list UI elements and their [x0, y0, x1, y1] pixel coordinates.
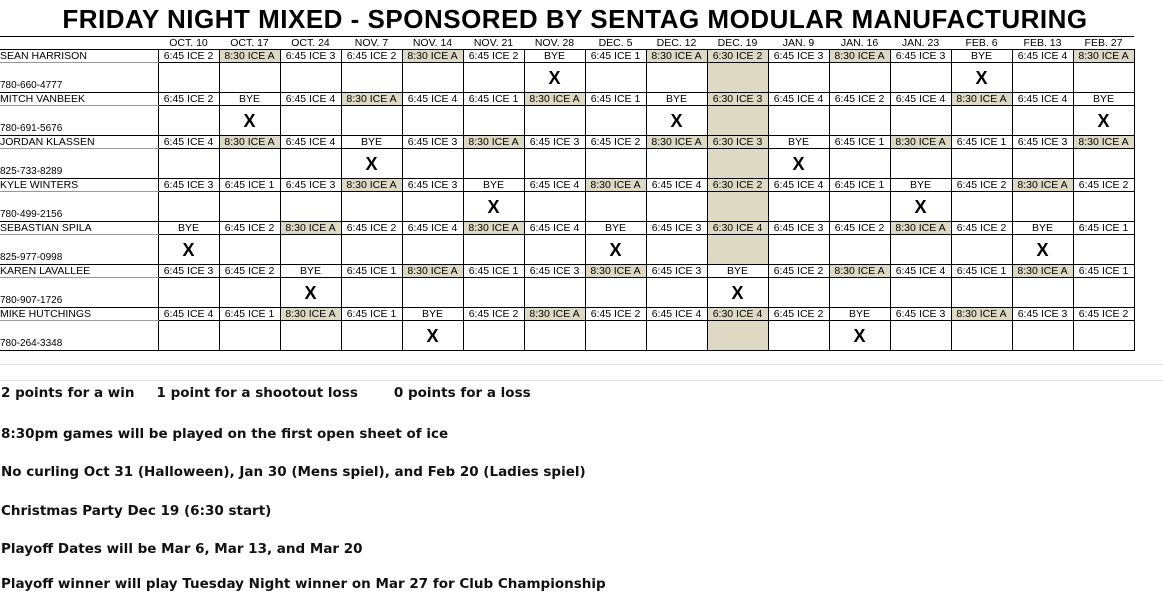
empty-cell: [402, 278, 463, 308]
team-name: SEBASTIAN SPILA: [0, 222, 158, 235]
game-slot: 8:30 ICE A: [1012, 265, 1073, 278]
game-slot: 8:30 ICE A: [951, 308, 1012, 321]
bye-mark: X: [646, 106, 707, 136]
empty-cell: [646, 192, 707, 222]
game-slot: 8:30 ICE A: [524, 308, 585, 321]
empty-cell: [1012, 278, 1073, 308]
bye-slot: BYE: [585, 222, 646, 235]
empty-cell: [524, 149, 585, 179]
bye-slot: BYE: [951, 50, 1012, 63]
empty-cell: [1073, 149, 1134, 179]
points-shootout: 1 point for a shootout loss: [156, 385, 358, 401]
note-late-games: 8:30pm games will be played on the first open sheet of ice: [1, 426, 449, 442]
points-note: [1, 385, 531, 401]
game-slot: 6:30 ICE 2: [707, 50, 768, 63]
empty-cell: [219, 321, 280, 351]
game-slot: 6:45 ICE 4: [890, 93, 951, 106]
empty-cell: [829, 192, 890, 222]
game-slot: 6:30 ICE 3: [707, 93, 768, 106]
bye-mark: X: [1012, 235, 1073, 265]
game-slot: 6:45 ICE 1: [585, 50, 646, 63]
empty-cell: [585, 106, 646, 136]
game-slot: 6:45 ICE 4: [768, 179, 829, 192]
bye-slot: BYE: [158, 222, 219, 235]
empty-cell: [158, 321, 219, 351]
team-phone: 780-499-2156: [0, 192, 158, 222]
empty-cell: [341, 321, 402, 351]
bye-slot: BYE: [768, 136, 829, 149]
empty-cell: [951, 192, 1012, 222]
empty-cell: [1012, 321, 1073, 351]
game-slot: 6:45 ICE 3: [1012, 308, 1073, 321]
gridline: [0, 364, 1163, 365]
empty-cell: [829, 149, 890, 179]
game-slot: 8:30 ICE A: [1012, 179, 1073, 192]
empty-cell: [341, 63, 402, 93]
empty-cell: [402, 192, 463, 222]
empty-cell: [829, 235, 890, 265]
game-slot: 6:45 ICE 1: [1073, 265, 1134, 278]
empty-cell: [463, 149, 524, 179]
game-slot: 8:30 ICE A: [1073, 136, 1134, 149]
date-header: OCT. 24: [280, 37, 341, 50]
game-slot: 8:30 ICE A: [280, 308, 341, 321]
empty-cell: [463, 63, 524, 93]
empty-cell: [768, 321, 829, 351]
game-slot: 6:45 ICE 3: [402, 136, 463, 149]
game-slot: 6:45 ICE 2: [463, 50, 524, 63]
empty-cell: [463, 321, 524, 351]
bye-slot: BYE: [280, 265, 341, 278]
game-slot: 8:30 ICE A: [1073, 50, 1134, 63]
date-header: NOV. 7: [341, 37, 402, 50]
game-slot: 6:45 ICE 1: [951, 136, 1012, 149]
empty-cell: [707, 235, 768, 265]
bye-mark: X: [280, 278, 341, 308]
empty-cell: [768, 106, 829, 136]
empty-cell: [768, 192, 829, 222]
empty-cell: [768, 63, 829, 93]
game-slot: 6:45 ICE 3: [890, 308, 951, 321]
game-slot: 6:45 ICE 3: [524, 265, 585, 278]
game-slot: 8:30 ICE A: [219, 50, 280, 63]
game-slot: 6:45 ICE 4: [280, 136, 341, 149]
team-phone: 825-977-0998: [0, 235, 158, 265]
bye-mark: X: [951, 63, 1012, 93]
game-slot: 6:45 ICE 1: [219, 179, 280, 192]
empty-cell: [463, 235, 524, 265]
empty-cell: [951, 149, 1012, 179]
team-name: SEAN HARRISON: [0, 50, 158, 63]
game-slot: 6:45 ICE 2: [1073, 308, 1134, 321]
game-slot: 6:45 ICE 1: [219, 308, 280, 321]
bye-mark: X: [707, 278, 768, 308]
game-slot: 8:30 ICE A: [951, 93, 1012, 106]
empty-cell: [402, 149, 463, 179]
bye-mark: X: [829, 321, 890, 351]
game-slot: 6:45 ICE 3: [1012, 136, 1073, 149]
empty-cell: [585, 63, 646, 93]
bye-mark: X: [219, 106, 280, 136]
game-slot: 6:45 ICE 4: [158, 308, 219, 321]
game-slot: 6:45 ICE 4: [158, 136, 219, 149]
bye-mark: X: [524, 63, 585, 93]
empty-cell: [219, 235, 280, 265]
game-slot: 8:30 ICE A: [585, 179, 646, 192]
team-row: [0, 136, 1134, 149]
bye-mark: X: [341, 149, 402, 179]
empty-cell: [707, 192, 768, 222]
empty-cell: [280, 235, 341, 265]
game-slot: 8:30 ICE A: [829, 265, 890, 278]
schedule-table: [0, 36, 1135, 351]
empty-cell: [890, 235, 951, 265]
date-header: OCT. 17: [219, 37, 280, 50]
game-slot: 8:30 ICE A: [890, 136, 951, 149]
empty-cell: [646, 235, 707, 265]
game-slot: 8:30 ICE A: [829, 50, 890, 63]
team-name: KAREN LAVALLEE: [0, 265, 158, 278]
points-win: 2 points for a win: [1, 385, 135, 401]
empty-cell: [1073, 321, 1134, 351]
game-slot: 6:45 ICE 2: [341, 222, 402, 235]
game-slot: 6:45 ICE 2: [768, 308, 829, 321]
empty-cell: [524, 106, 585, 136]
team-bye-row: [0, 192, 1134, 222]
empty-cell: [646, 278, 707, 308]
bye-slot: BYE: [402, 308, 463, 321]
empty-cell: [280, 63, 341, 93]
bye-slot: BYE: [890, 179, 951, 192]
game-slot: 6:45 ICE 2: [768, 265, 829, 278]
empty-cell: [951, 278, 1012, 308]
empty-cell: [280, 149, 341, 179]
game-slot: 6:45 ICE 3: [646, 265, 707, 278]
header-corner: [0, 37, 158, 50]
empty-cell: [890, 106, 951, 136]
empty-cell: [341, 192, 402, 222]
team-bye-row: [0, 235, 1134, 265]
game-slot: 6:45 ICE 4: [524, 222, 585, 235]
date-header: FEB. 13: [1012, 37, 1073, 50]
date-header: OCT. 10: [158, 37, 219, 50]
game-slot: 6:45 ICE 2: [585, 308, 646, 321]
game-slot: 8:30 ICE A: [646, 136, 707, 149]
game-slot: 6:45 ICE 3: [768, 222, 829, 235]
empty-cell: [1012, 149, 1073, 179]
empty-cell: [341, 235, 402, 265]
empty-cell: [219, 149, 280, 179]
date-header: JAN. 16: [829, 37, 890, 50]
empty-cell: [524, 235, 585, 265]
game-slot: 6:45 ICE 2: [951, 179, 1012, 192]
game-slot: 6:45 ICE 4: [280, 93, 341, 106]
game-slot: 6:45 ICE 3: [890, 50, 951, 63]
game-slot: 8:30 ICE A: [402, 265, 463, 278]
game-slot: 8:30 ICE A: [890, 222, 951, 235]
game-slot: 6:45 ICE 4: [646, 308, 707, 321]
empty-cell: [829, 63, 890, 93]
empty-cell: [1073, 278, 1134, 308]
empty-cell: [585, 149, 646, 179]
empty-cell: [524, 321, 585, 351]
empty-cell: [280, 106, 341, 136]
game-slot: 6:45 ICE 1: [829, 179, 890, 192]
bye-mark: X: [890, 192, 951, 222]
game-slot: 8:30 ICE A: [524, 93, 585, 106]
empty-cell: [1073, 235, 1134, 265]
team-bye-row: [0, 278, 1134, 308]
game-slot: 6:45 ICE 4: [402, 93, 463, 106]
bye-mark: X: [585, 235, 646, 265]
empty-cell: [585, 278, 646, 308]
game-slot: 6:45 ICE 3: [768, 50, 829, 63]
game-slot: 6:45 ICE 1: [463, 93, 524, 106]
game-slot: 8:30 ICE A: [646, 50, 707, 63]
date-header: DEC. 19: [707, 37, 768, 50]
game-slot: 6:45 ICE 2: [158, 93, 219, 106]
game-slot: 8:30 ICE A: [219, 136, 280, 149]
game-slot: 6:45 ICE 4: [768, 93, 829, 106]
empty-cell: [158, 63, 219, 93]
empty-cell: [951, 235, 1012, 265]
bye-slot: BYE: [219, 93, 280, 106]
empty-cell: [219, 278, 280, 308]
note-club-championship: Playoff winner will play Tuesday Night winner on Mar 27 for Club Championship: [1, 576, 606, 592]
bye-slot: BYE: [1073, 93, 1134, 106]
game-slot: 6:30 ICE 3: [707, 136, 768, 149]
bye-mark: X: [158, 235, 219, 265]
team-name: MIKE HUTCHINGS: [0, 308, 158, 321]
team-name: MITCH VANBEEK: [0, 93, 158, 106]
bye-slot: BYE: [1012, 222, 1073, 235]
team-row: [0, 93, 1134, 106]
empty-cell: [463, 278, 524, 308]
empty-cell: [341, 106, 402, 136]
empty-cell: [158, 192, 219, 222]
empty-cell: [829, 106, 890, 136]
empty-cell: [158, 106, 219, 136]
game-slot: 6:45 ICE 4: [402, 222, 463, 235]
team-row: [0, 265, 1134, 278]
bye-slot: BYE: [341, 136, 402, 149]
game-slot: 6:45 ICE 3: [158, 265, 219, 278]
game-slot: 6:45 ICE 2: [1073, 179, 1134, 192]
empty-cell: [829, 278, 890, 308]
gridline: [0, 380, 1163, 381]
date-header: DEC. 12: [646, 37, 707, 50]
game-slot: 6:45 ICE 2: [829, 93, 890, 106]
game-slot: 6:45 ICE 4: [524, 179, 585, 192]
game-slot: 6:45 ICE 1: [341, 308, 402, 321]
date-header: FEB. 6: [951, 37, 1012, 50]
team-phone: 825-733-8289: [0, 149, 158, 179]
game-slot: 6:45 ICE 1: [341, 265, 402, 278]
game-slot: 8:30 ICE A: [585, 265, 646, 278]
bye-mark: X: [463, 192, 524, 222]
note-playoff-dates: Playoff Dates will be Mar 6, Mar 13, and Mar 20: [1, 541, 363, 557]
game-slot: 6:30 ICE 4: [707, 222, 768, 235]
game-slot: 6:45 ICE 4: [1012, 93, 1073, 106]
team-phone: 780-264-3348: [0, 321, 158, 351]
game-slot: 6:45 ICE 2: [829, 222, 890, 235]
game-slot: 8:30 ICE A: [402, 50, 463, 63]
bye-slot: BYE: [524, 50, 585, 63]
team-bye-row: [0, 106, 1134, 136]
empty-cell: [1012, 63, 1073, 93]
bye-mark: X: [768, 149, 829, 179]
game-slot: 6:30 ICE 2: [707, 179, 768, 192]
date-header: JAN. 23: [890, 37, 951, 50]
team-name: JORDAN KLASSEN: [0, 136, 158, 149]
empty-cell: [341, 278, 402, 308]
empty-cell: [402, 63, 463, 93]
date-header: DEC. 5: [585, 37, 646, 50]
date-header: FEB. 27: [1073, 37, 1134, 50]
game-slot: 6:45 ICE 4: [890, 265, 951, 278]
empty-cell: [890, 63, 951, 93]
bye-mark: X: [402, 321, 463, 351]
game-slot: 6:45 ICE 2: [341, 50, 402, 63]
empty-cell: [890, 149, 951, 179]
empty-cell: [158, 278, 219, 308]
empty-cell: [1012, 192, 1073, 222]
team-bye-row: [0, 149, 1134, 179]
game-slot: 6:45 ICE 2: [219, 265, 280, 278]
game-slot: 6:45 ICE 3: [158, 179, 219, 192]
empty-cell: [1073, 63, 1134, 93]
empty-cell: [707, 63, 768, 93]
game-slot: 6:45 ICE 2: [585, 136, 646, 149]
bye-slot: BYE: [829, 308, 890, 321]
empty-cell: [219, 63, 280, 93]
team-phone: 780-691-5676: [0, 106, 158, 136]
empty-cell: [402, 106, 463, 136]
game-slot: 6:45 ICE 1: [585, 93, 646, 106]
empty-cell: [158, 149, 219, 179]
empty-cell: [463, 106, 524, 136]
team-row: [0, 222, 1134, 235]
team-row: [0, 308, 1134, 321]
empty-cell: [646, 63, 707, 93]
game-slot: 6:45 ICE 2: [219, 222, 280, 235]
empty-cell: [707, 106, 768, 136]
empty-cell: [585, 192, 646, 222]
empty-cell: [646, 149, 707, 179]
game-slot: 8:30 ICE A: [463, 222, 524, 235]
empty-cell: [951, 106, 1012, 136]
game-slot: 8:30 ICE A: [463, 136, 524, 149]
empty-cell: [219, 192, 280, 222]
empty-cell: [890, 321, 951, 351]
empty-cell: [402, 235, 463, 265]
note-no-curling: No curling Oct 31 (Halloween), Jan 30 (Mens spiel), and Feb 20 (Ladies spiel): [1, 464, 586, 480]
game-slot: 6:45 ICE 4: [646, 179, 707, 192]
bye-slot: BYE: [707, 265, 768, 278]
date-header-row: [0, 37, 1134, 50]
date-header: JAN. 9: [768, 37, 829, 50]
bye-mark: X: [1073, 106, 1134, 136]
game-slot: 6:45 ICE 2: [158, 50, 219, 63]
team-phone: 780-660-4777: [0, 63, 158, 93]
bye-slot: BYE: [463, 179, 524, 192]
empty-cell: [768, 235, 829, 265]
empty-cell: [707, 149, 768, 179]
game-slot: 6:45 ICE 4: [1012, 50, 1073, 63]
team-name: KYLE WINTERS: [0, 179, 158, 192]
empty-cell: [707, 321, 768, 351]
note-christmas-party: Christmas Party Dec 19 (6:30 start): [1, 503, 272, 519]
game-slot: 6:45 ICE 1: [463, 265, 524, 278]
empty-cell: [951, 321, 1012, 351]
game-slot: 6:45 ICE 1: [1073, 222, 1134, 235]
game-slot: 6:45 ICE 3: [524, 136, 585, 149]
game-slot: 8:30 ICE A: [280, 222, 341, 235]
empty-cell: [585, 321, 646, 351]
empty-cell: [890, 278, 951, 308]
team-bye-row: [0, 321, 1134, 351]
empty-cell: [524, 278, 585, 308]
game-slot: 6:45 ICE 1: [951, 265, 1012, 278]
team-row: [0, 179, 1134, 192]
team-row: [0, 50, 1134, 63]
game-slot: 8:30 ICE A: [341, 93, 402, 106]
bye-slot: BYE: [646, 93, 707, 106]
team-bye-row: [0, 63, 1134, 93]
game-slot: 6:45 ICE 1: [829, 136, 890, 149]
sheet-title: FRIDAY NIGHT MIXED - SPONSORED BY SENTAG MODULAR MANUFACTURING: [62, 4, 1088, 34]
game-slot: 8:30 ICE A: [341, 179, 402, 192]
game-slot: 6:45 ICE 3: [280, 179, 341, 192]
team-phone: 780-907-1726: [0, 278, 158, 308]
empty-cell: [1012, 106, 1073, 136]
empty-cell: [524, 192, 585, 222]
empty-cell: [280, 321, 341, 351]
date-header: NOV. 21: [463, 37, 524, 50]
game-slot: 6:45 ICE 3: [646, 222, 707, 235]
date-header: NOV. 28: [524, 37, 585, 50]
points-loss: 0 points for a loss: [393, 385, 531, 401]
empty-cell: [646, 321, 707, 351]
game-slot: 6:45 ICE 2: [463, 308, 524, 321]
empty-cell: [280, 192, 341, 222]
game-slot: 6:45 ICE 2: [951, 222, 1012, 235]
game-slot: 6:45 ICE 3: [402, 179, 463, 192]
empty-cell: [768, 278, 829, 308]
date-header: NOV. 14: [402, 37, 463, 50]
game-slot: 6:30 ICE 4: [707, 308, 768, 321]
empty-cell: [1073, 192, 1134, 222]
game-slot: 6:45 ICE 3: [280, 50, 341, 63]
